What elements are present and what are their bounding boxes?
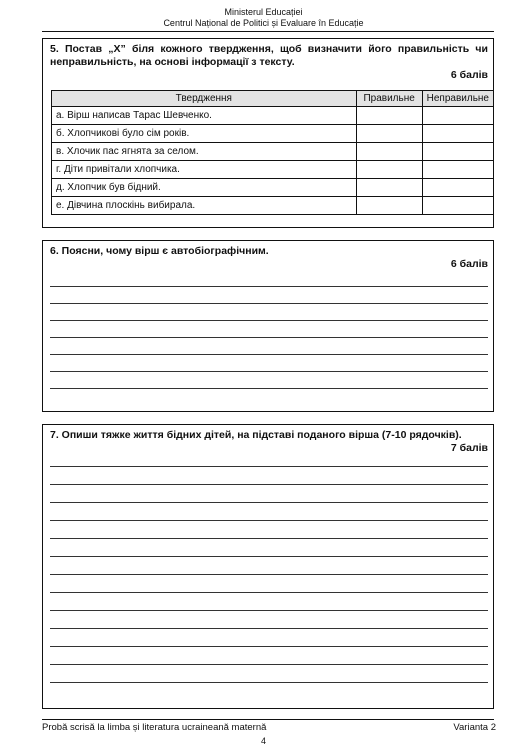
page-header [0,7,527,29]
answer-line[interactable] [50,388,488,389]
answer-line[interactable] [50,520,488,521]
answer-line[interactable] [50,574,488,575]
false-answer-cell[interactable] [422,197,493,215]
answer-line[interactable] [50,354,488,355]
statement-cell: а. Вірш написав Тарас Шевченко. [52,107,357,125]
true-answer-cell[interactable] [356,179,422,197]
answer-line[interactable] [50,628,488,629]
answer-line[interactable] [50,371,488,372]
false-answer-cell[interactable] [422,107,493,125]
ministry-name: Ministerul Educației [224,7,303,17]
answer-line[interactable] [50,556,488,557]
answer-line[interactable] [50,502,488,503]
center-name: Centrul Național de Politici și Evaluare în Educație [163,18,364,28]
footer-variant: Varianta 2 [453,722,496,733]
table-row [52,107,494,125]
question-7-text: 7. Опиши тяжке життя бідних дітей, на підставі поданого вірша (7-10 рядочків). [50,429,462,441]
false-answer-cell[interactable] [422,179,493,197]
answer-line[interactable] [50,682,488,683]
statement-cell: е. Дівчина плоскінь вибирала. [52,197,357,215]
table-row [52,125,494,143]
table-header-row [52,91,494,107]
footer-subject: Probă scrisă la limba și literatura ucraineană maternă [42,722,267,733]
column-header-statement: Твердження [52,91,357,107]
column-header-true: Правильне [356,91,422,107]
statement-cell: б. Хлопчикові було сім років. [52,125,357,143]
question-5-text: 5. Постав „X” біля кожного твердження, щоб визначити його правильність чи неправильність, на основі інформації з тексту. [50,43,488,68]
statement-cell: г. Діти привітали хлопчика. [52,161,357,179]
true-answer-cell[interactable] [356,197,422,215]
answer-line[interactable] [50,538,488,539]
answer-line[interactable] [50,664,488,665]
answer-line[interactable] [50,646,488,647]
answer-line[interactable] [50,592,488,593]
table-row [52,179,494,197]
statement-cell: в. Хлочик пас ягнята за селом. [52,143,357,161]
question-6-text: 6. Поясни, чому вірш є автобіографічним. [50,245,269,257]
answer-line[interactable] [50,484,488,485]
question-6-points: 6 балів [450,258,488,270]
footer-divider [42,719,494,720]
true-answer-cell[interactable] [356,125,422,143]
answer-line[interactable] [50,610,488,611]
statements-table [51,90,494,215]
false-answer-cell[interactable] [422,125,493,143]
false-answer-cell[interactable] [422,143,493,161]
answer-line[interactable] [50,466,488,467]
table-row [52,161,494,179]
answer-line[interactable] [50,320,488,321]
false-answer-cell[interactable] [422,161,493,179]
statement-cell: д. Хлопчик був бідний. [52,179,357,197]
table-row [52,143,494,161]
question-5-points: 6 балів [450,69,488,81]
true-answer-cell[interactable] [356,143,422,161]
header-divider [42,31,494,32]
table-row [52,197,494,215]
true-answer-cell[interactable] [356,161,422,179]
answer-line[interactable] [50,286,488,287]
column-header-false: Неправильне [422,91,493,107]
page-number: 4 [260,736,266,746]
answer-line[interactable] [50,303,488,304]
answer-line[interactable] [50,337,488,338]
question-7-points: 7 балів [450,442,488,454]
true-answer-cell[interactable] [356,107,422,125]
